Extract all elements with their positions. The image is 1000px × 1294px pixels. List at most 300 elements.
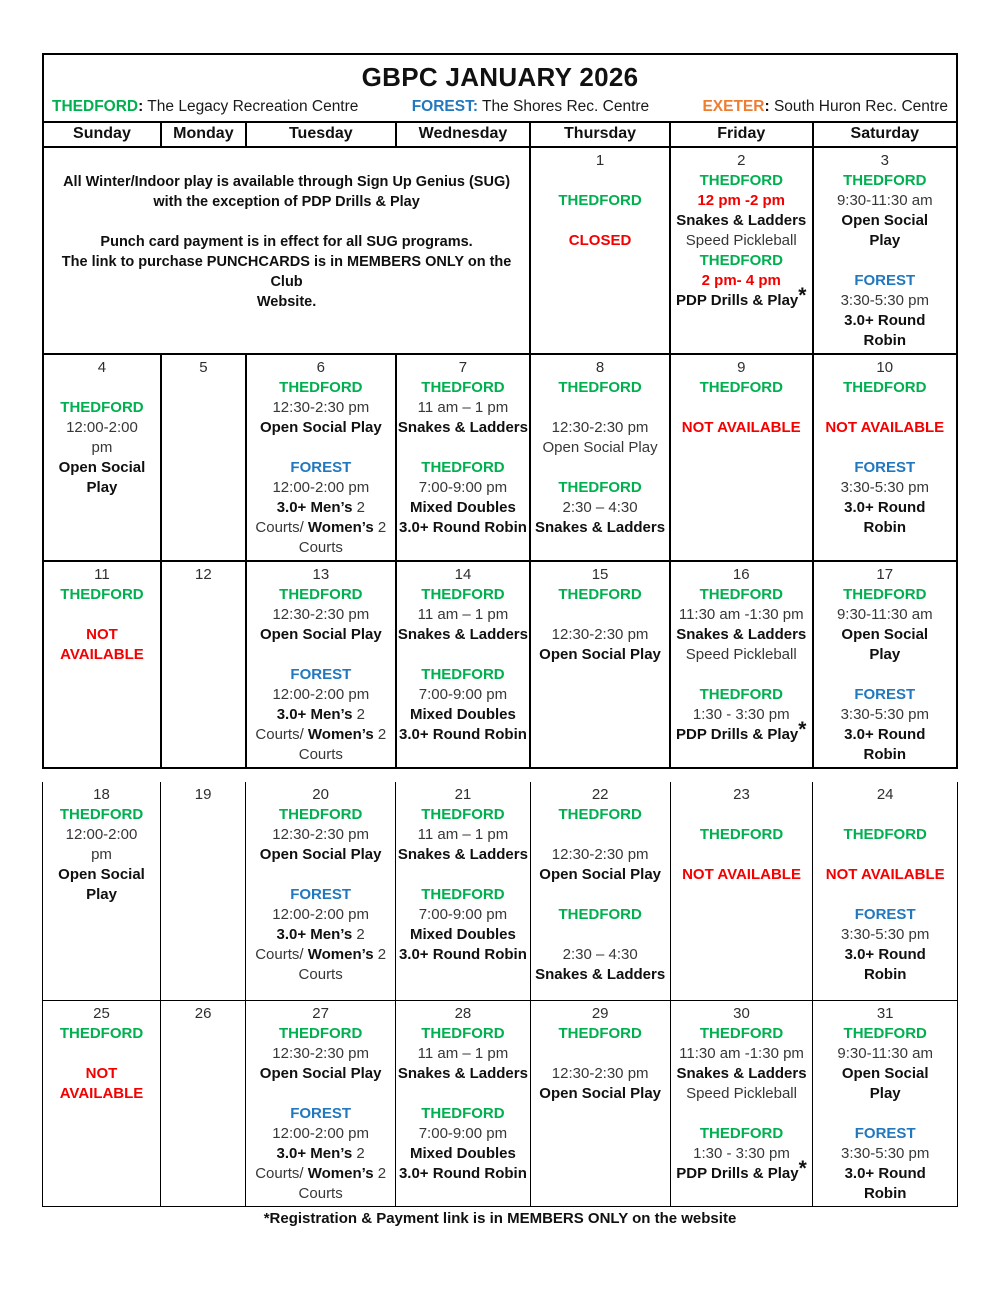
text-segment: Mixed Doubles [410,499,516,516]
event-line [815,251,955,271]
text-segment: THEDFORD [843,1024,927,1042]
event-line [532,885,669,905]
event-line [45,625,159,645]
event-line [398,605,528,625]
calendar-header [42,53,958,121]
event-line [672,685,811,705]
text-segment: Snakes & Ladders [535,966,666,983]
day-header-row [43,122,957,147]
text-segment: Courts [298,539,343,556]
event-line [672,251,811,271]
text-segment: Robin [863,519,907,536]
text-segment: Women’s [303,726,374,743]
day-number: 21 [454,786,472,803]
text-segment: CLOSED [568,232,632,249]
event-line [248,518,394,538]
event-line [398,705,528,725]
event-line [398,458,528,478]
event-line [398,685,528,705]
text-segment: THEDFORD [421,806,505,823]
event-line [44,1024,159,1044]
event-line [672,718,811,745]
text-segment: 3.0+ Round Robin [398,946,527,963]
event-line [398,625,528,645]
event-line [814,1024,956,1044]
asterisk-marker: * [798,1156,807,1180]
event-line [45,645,159,665]
text-segment: THEDFORD [699,686,783,703]
text-segment: FOREST [290,459,352,476]
text-segment: AVAILABLE [59,1084,144,1102]
day-cell-7 [396,354,530,561]
event-line [397,905,529,925]
event-line [814,825,956,845]
event-line [247,1064,394,1084]
text-segment: THEDFORD [421,1024,505,1042]
text-segment: Snakes & Ladders [676,212,807,229]
text-segment: 11 am – 1 pm [417,1044,509,1062]
text-segment: Open Social [58,866,145,883]
event-line [397,805,529,825]
event-line [398,498,528,518]
text-segment: PDP Drills & Play [676,292,799,309]
event-line [45,458,159,478]
calendar-page [42,53,958,1227]
text-segment: Open Social [58,459,146,476]
event-line [397,945,529,965]
event-line [672,1156,812,1184]
text-segment: NOT [85,1064,118,1082]
text-segment: THEDFORD [59,806,144,823]
legend-venue-desc: South Huron Rec. Centre [769,98,948,115]
event-line [532,378,668,398]
event-line [815,625,955,645]
event-line [532,171,668,191]
text-segment: Mixed Doubles [410,706,516,723]
event-line [398,418,528,438]
text-segment: 12:30-2:30 pm [272,606,370,623]
text-segment: 11 am – 1 pm [417,826,509,843]
event-line [247,1104,394,1124]
event-line [247,1164,394,1184]
text-segment: THEDFORD [699,1124,784,1142]
text-segment: 3.0+ Round Robin [398,1164,527,1182]
event-line [45,418,159,438]
event-line [248,498,394,518]
day-number: 16 [732,566,750,583]
event-line [815,745,955,765]
day-cell-23 [670,782,813,1000]
text-segment: FOREST [854,459,916,476]
calendar-table-upper [42,121,958,769]
text-segment: 12:30-2:30 pm [272,826,370,843]
day-cell-1 [530,147,670,354]
text-segment: THEDFORD [558,479,642,496]
text-segment: 2 [373,519,387,536]
event-line [248,645,394,665]
text-segment: 12:30-2:30 pm [551,626,649,643]
text-segment: Courts/ [255,1164,304,1182]
day-cell-9 [670,354,813,561]
event-line [672,625,811,645]
text-segment: THEDFORD [843,826,927,843]
day-header-friday: Friday [670,122,813,147]
event-line [532,965,669,985]
text-segment: THEDFORD [421,379,505,396]
text-segment: Open Social Play [259,1064,382,1082]
event-line [815,705,955,725]
day-cell-19 [161,782,246,1000]
day-header-tuesday: Tuesday [246,122,396,147]
text-segment: 11 am – 1 pm [417,606,509,623]
event-line [814,905,956,925]
event-line [672,1124,812,1144]
event-line [45,605,159,625]
text-segment: Robin [863,1184,907,1202]
text-segment: THEDFORD [558,192,642,209]
event-line [398,665,528,685]
week-row [43,782,958,1000]
event-line [672,1144,812,1164]
text-segment: THEDFORD [843,586,927,603]
day-cell-22 [530,782,670,1000]
text-segment: NOT AVAILABLE [825,419,945,436]
asterisk-marker: * [798,718,807,741]
event-line [815,271,955,291]
event-line [247,1084,394,1104]
event-line [532,605,668,625]
event-line [814,1084,956,1104]
event-line [814,1064,956,1084]
text-segment: 12:00-2:00 [66,419,138,436]
text-segment: 12:00-2:00 pm [272,686,370,703]
text-segment: 12 pm -2 pm [697,192,785,209]
event-line [532,211,668,231]
event-line [247,805,394,825]
event-line [532,1024,669,1044]
text-segment: NOT AVAILABLE [825,866,945,883]
text-segment: PDP Drills & Play [676,726,799,743]
event-line [672,645,811,665]
event-line [397,825,529,845]
day-header-wednesday: Wednesday [396,122,530,147]
event-line [815,231,955,251]
text-segment: THEDFORD [421,666,505,683]
event-line [814,845,956,865]
text-segment: Play [869,232,901,249]
event-line [248,478,394,498]
event-line [248,665,394,685]
event-line [397,1064,529,1084]
text-segment: Snakes & Ladders [397,1064,528,1082]
event-line [815,498,955,518]
day-number: 14 [454,566,472,583]
event-line [247,1144,394,1164]
event-line [672,825,812,845]
event-line [44,885,159,905]
text-segment: THEDFORD [699,172,783,189]
text-segment: 3:30-5:30 pm [841,1144,930,1162]
text-segment: 3.0+ Round [844,1164,926,1182]
event-line [532,845,669,865]
day-number: 22 [591,786,609,803]
event-line [247,845,394,865]
event-line [247,965,394,985]
event-line [672,1064,812,1084]
day-number: 15 [591,566,609,583]
event-line [815,725,955,745]
text-segment: Women’s [303,946,374,963]
text-segment: THEDFORD [558,379,642,396]
text-segment: FOREST [290,666,352,683]
event-line [815,211,955,231]
asterisk-marker: * [798,284,807,307]
event-line [814,1104,956,1124]
text-segment: 3:30-5:30 pm [840,706,929,723]
event-line [248,418,394,438]
event-line [672,585,811,605]
event-line [248,538,394,558]
event-line [397,925,529,945]
day-number: 25 [93,1004,110,1022]
day-number: 31 [876,1004,894,1022]
day-cell-20 [246,782,396,1000]
event-line [45,398,159,418]
text-segment: THEDFORD [278,806,363,823]
event-line [814,805,956,825]
text-segment: 11:30 am -1:30 pm [679,1044,804,1062]
text-segment: Women’s [303,519,374,536]
page-title: GBPC JANUARY 2026 [361,62,639,92]
text-segment: 2 [373,1164,387,1182]
week-row [43,147,957,354]
event-line [532,865,669,885]
day-number: 6 [316,359,325,376]
event-line [532,498,668,518]
event-line [247,865,394,885]
event-line [532,1044,669,1064]
event-line [815,685,955,705]
text-segment: Courts [298,966,343,983]
event-line [672,211,811,231]
day-cell-16 [670,561,813,768]
text-segment: 7:00-9:00 pm [418,906,508,923]
event-line [815,518,955,538]
day-number: 28 [454,1004,472,1022]
text-segment: Play [869,1084,901,1102]
text-segment: pm [91,846,112,863]
event-line [398,478,528,498]
text-segment: THEDFORD [421,459,505,476]
event-line [672,845,812,865]
text-segment: 12:00-2:00 pm [272,479,370,496]
footnote: *Registration & Payment link is in MEMBERS ONLY on the website [263,1209,737,1227]
day-cell-15 [530,561,670,768]
event-line [397,885,529,905]
day-number: 18 [93,786,110,803]
event-line [815,438,955,458]
legend-forest [412,96,649,118]
text-segment: Open Social [841,212,929,229]
day-cell-11 [43,561,161,768]
text-segment: Website. [256,294,317,310]
event-line [814,925,956,945]
event-line [532,625,668,645]
text-segment: 12:30-2:30 pm [551,846,649,863]
day-number: 11 [94,566,110,583]
text-segment: NOT [86,626,118,643]
day-header-monday: Monday [161,122,246,147]
text-segment: THEDFORD [558,586,642,603]
event-line [532,518,668,538]
day-cell-14 [396,561,530,768]
event-line [672,191,811,211]
event-line [815,458,955,478]
day-cell-31 [813,1000,958,1206]
text-segment: THEDFORD [699,1024,784,1042]
text-segment: THEDFORD [699,252,783,269]
event-line [247,1124,394,1144]
day-cell-26 [161,1000,246,1206]
event-line [815,585,955,605]
text-segment: 9:30-11:30 am [836,192,933,209]
event-line [672,1104,812,1124]
text-segment: 11 am – 1 pm [417,399,509,416]
event-line [44,1064,159,1084]
text-segment: Courts/ [255,726,304,743]
event-line [248,438,394,458]
event-line [45,585,159,605]
event-line [532,438,668,458]
event-line [532,1084,669,1104]
text-segment: Robin [863,966,907,983]
event-line [532,805,669,825]
event-line [814,1164,956,1184]
announcement-line [45,232,528,252]
day-cell-25 [43,1000,161,1206]
day-number: 27 [312,1004,329,1022]
event-line [397,1044,529,1064]
event-line [814,865,956,885]
event-line [398,645,528,665]
text-segment: Courts [298,1184,343,1202]
text-segment: 3.0+ Round [844,726,926,743]
text-segment: Speed Pickleball [685,646,797,663]
text-segment: 3.0+ Men’s [276,1144,353,1162]
event-line [814,1044,956,1064]
text-segment: 2 [373,726,387,743]
event-line [672,665,811,685]
day-cell-29 [530,1000,670,1206]
legend-venue-desc: The Shores Rec. Centre [478,98,650,115]
text-segment: THEDFORD [843,172,927,189]
text-segment: 3.0+ Round Robin [398,726,527,743]
legend-venue-name: FOREST: [411,98,478,115]
table-gap [42,769,958,782]
text-segment: Speed Pickleball [685,232,797,249]
text-segment: 12:00-2:00 pm [272,906,370,923]
event-line [45,378,159,398]
text-segment: Open Social Play [259,846,382,863]
text-segment: 12:00-2:00 [65,826,138,843]
text-segment: THEDFORD [421,586,505,603]
text-segment: Snakes & Ladders [676,626,807,643]
announcement-line [45,192,528,212]
text-segment: Open Social [841,626,929,643]
day-number: 29 [591,1004,609,1022]
event-line [814,945,956,965]
event-line [397,845,529,865]
text-segment: 2 [373,946,387,963]
event-line [814,1184,956,1204]
text-segment: NOT AVAILABLE [681,419,801,436]
day-cell-21 [396,782,531,1000]
text-segment: Open Social Play [542,439,658,456]
text-segment: with the exception of PDP Drills & Play [153,194,420,210]
legend-venue-name: THEDFORD [52,98,139,115]
event-line [532,191,668,211]
event-line [398,725,528,745]
text-segment: AVAILABLE [60,646,144,663]
event-line [398,518,528,538]
event-line [815,478,955,498]
day-cell-4 [43,354,161,561]
event-line [814,1144,956,1164]
event-line [672,1044,812,1064]
event-line [532,645,668,665]
event-line [532,418,668,438]
text-segment: 3:30-5:30 pm [840,292,929,309]
event-line [248,625,394,645]
day-number: 1 [595,152,605,169]
event-line [44,865,159,885]
text-segment: Open Social Play [539,1084,662,1102]
text-segment: Open Social Play [539,646,661,663]
event-line [45,478,159,498]
text-segment: 7:00-9:00 pm [418,479,508,496]
event-line [815,171,955,191]
legend-exeter [702,96,948,118]
event-line [532,585,668,605]
event-line [672,1084,812,1104]
text-segment: 3:30-5:30 pm [841,926,930,943]
event-line [397,1164,529,1184]
event-line [247,1184,394,1204]
text-segment: 11:30 am -1:30 pm [678,606,804,623]
day-cell-8 [530,354,670,561]
text-segment: 3.0+ Round [844,312,926,329]
event-line [45,438,159,458]
text-segment: THEDFORD [60,399,144,416]
text-segment: Snakes & Ladders [535,519,666,536]
event-line [247,945,394,965]
text-segment: THEDFORD [699,379,783,396]
legend-separator: : [138,98,144,115]
week-row [43,1000,958,1206]
text-segment: THEDFORD [279,379,363,396]
text-segment: 3.0+ Round Robin [398,519,527,536]
event-line [672,1024,812,1044]
text-segment: 3.0+ Men’s [276,706,353,723]
event-line [247,885,394,905]
event-line [247,825,394,845]
event-line [672,284,811,311]
text-segment: FOREST [854,272,916,289]
event-line [248,745,394,765]
day-cell-17 [813,561,957,768]
text-segment: THEDFORD [279,586,363,603]
text-segment: FOREST [290,1104,352,1122]
